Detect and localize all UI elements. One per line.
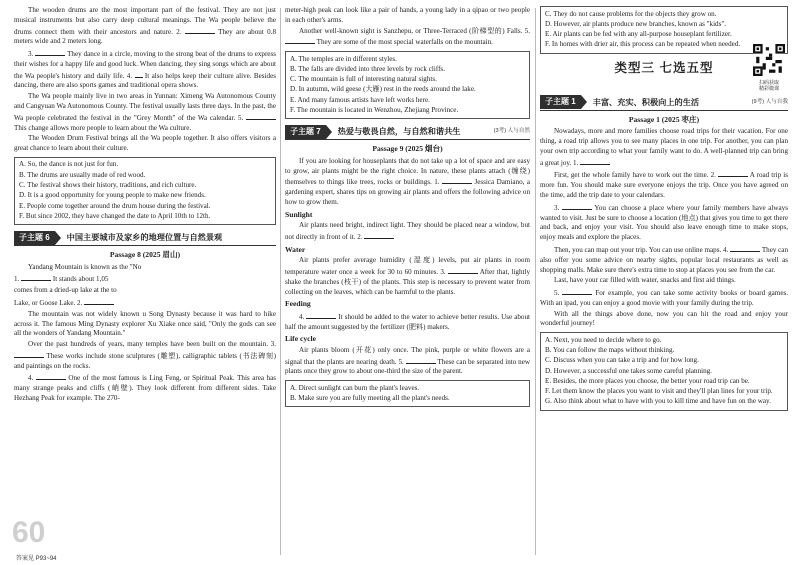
- answer-blank[interactable]: [246, 112, 276, 120]
- column-right: [540, 6, 788, 414]
- column-left: [14, 6, 276, 405]
- option-item: A. Next, you need to decide where to go.: [545, 335, 662, 344]
- column-middle: [285, 6, 530, 410]
- paragraph: The wooden drums are the most important part of the festival. They are not just musical instruments but also carry deep cultural meanings. The Wa people believe the drums connect them with their ancestors and nature. 2. They are about 0.8 meters wide and 2 meters long.: [14, 6, 276, 46]
- answer-blank[interactable]: [562, 287, 592, 295]
- subtopic-header: [14, 230, 276, 246]
- options-box: [285, 51, 530, 119]
- paragraph: Last, have your car filled with water, snacks and first aid things.: [554, 276, 736, 285]
- paragraph: Nowadays, more and more families choose road trips for their vacation. For one thing, a road trip allows you to see many places in one trip. For another, you can plan your own trip according to what your family want to do. A well-planned trip can bring a great joy. 1.: [540, 127, 788, 167]
- answer-blank[interactable]: [406, 356, 436, 364]
- answer-blank[interactable]: [562, 202, 592, 210]
- subtopic-header: [285, 124, 530, 140]
- option-item: G. Also think about what to have with you to kill time and have fun on the way.: [545, 397, 771, 406]
- paragraph: Yandang Mountain is known as the "No: [28, 262, 142, 271]
- option-item: A. So, the dance is not just for fun.: [19, 160, 119, 169]
- option-item: E. Air plants can be fed with any all-purpose houseplant fertilizer.: [545, 30, 732, 39]
- option-item: B. Make sure you are fully meeting all the plant's needs.: [290, 393, 450, 402]
- subtopic-header: [540, 95, 788, 111]
- section-heading: Life cycle: [285, 334, 316, 344]
- subtopic-title: 中国主要城市及家乡的地理位置与自然景观: [66, 232, 223, 242]
- paragraph: With all the things above done, now you can hit the road and enjoy your wonderful journey!: [540, 309, 788, 328]
- option-item: F. But since 2002, they have changed the date to April 10th to 12th.: [19, 211, 211, 220]
- option-item: B. You can follow the maps without thinking.: [545, 345, 675, 354]
- subtopic-title: 热爱与敬畏自然，与自然和谐共生: [337, 127, 461, 137]
- paragraph: The Wa people mainly live in two areas in Yunnan: Ximeng Wa Autonomous County and Cangyuan Wa Autonomous County. The festival usually lasts three days. In the past, the Wa people celebrated the festival in the "Grey Month" of the Wa calendar. 5. This change allows more people to learn about the Wa culture.: [14, 92, 276, 132]
- paragraph: The Wooden Drum Festival brings all the Wa people together. It also offers visitors a great chance to learn about their culture.: [14, 134, 276, 153]
- paragraph: Over the past hundreds of years, many temples have been built on the mountain. 3. These works include stone sculptures (雕塑), calligraphic tablets (书法碑刻) and paintings on the rocks.: [14, 340, 276, 370]
- section-heading: Water: [285, 244, 306, 254]
- qr-caption: 扫码获取: [758, 79, 779, 86]
- qr-code[interactable]: [752, 44, 786, 93]
- paragraph: 3. They dance in a circle, moving to the strong beat of the drums to express their wishes for a happy life and good luck. When dancing, they sing songs which are about the Wa people's history and daily life. 4. It also helps keep their culture alive. Besides dancing, there are also sports games and traditional opera shows.: [14, 50, 276, 90]
- qr-code-icon: [753, 44, 785, 76]
- paragraph: 3. You can choose a place where your family members have always wanted to visit. Just be sure to choose a location (地点) that gives you time to get there and back, and enjoy your visit. You should also leave enough time to make stops, enjoy meals and explore the places.: [540, 203, 788, 242]
- paragraph: Then, you can map out your trip. You can use online maps. 4. They can also offer you some advice on nearby sights, popular local restaurants as well as shopping malls. Make sure there's extra time to stop at places you see from the car.: [540, 245, 789, 274]
- column-divider: [535, 8, 536, 555]
- paragraph: meter-high peak can look like a pair of hands, a young lady in a qipao or two people in each other's arms.: [285, 6, 530, 24]
- answer-blank[interactable]: [35, 48, 65, 56]
- answer-blank[interactable]: [718, 169, 748, 177]
- option-item: E. And many famous artists have left works here.: [290, 95, 430, 104]
- options-box: [540, 332, 788, 410]
- answer-blank[interactable]: [84, 297, 114, 305]
- options-box: [285, 380, 530, 407]
- options-box: [540, 6, 788, 54]
- paragraph: Air plants prefer average humidity (湿度) levels, put air plants in room temperature water once a week for 30 to 60 minutes. 3. After that, lightly shake the branches (枝干) of the plants. This step is necessary to prevent water from collecting on the leaves, which can be harmful to the plants.: [285, 256, 530, 296]
- option-item: C. The mountain is full of interesting natural sights.: [290, 75, 437, 84]
- answer-blank[interactable]: [21, 273, 51, 281]
- answer-blank[interactable]: [306, 311, 336, 319]
- subtopic-title: 丰富、充实、积极向上的生活: [592, 97, 700, 107]
- paragraph: comes from a dried-up lake at the to: [14, 286, 117, 295]
- subtopic-note: (9考) 人与自我: [751, 98, 788, 105]
- answer-blank[interactable]: [448, 266, 478, 274]
- option-item: F. In homes with drier air, this process can be repeated when needed.: [545, 40, 741, 49]
- answer-blank[interactable]: [135, 70, 143, 78]
- option-item: D. However, a successful one takes some careful planning.: [545, 366, 712, 375]
- paragraph: Air plants need bright, indirect light. They should be placed near a window, but not directly in front of it. 2.: [285, 221, 530, 241]
- passage-title: Passage 8 (2025 眉山): [109, 250, 181, 260]
- answer-reference: 答案见 P93~94: [16, 555, 57, 562]
- paragraph: 4. It should be added to the water to achieve better results. Use about half the amount suggested by the fertilizer (肥料) makers.: [285, 312, 530, 331]
- option-item: A. The temples are in different styles.: [290, 54, 397, 63]
- answer-blank[interactable]: [36, 372, 66, 380]
- passage-title: Passage 1 (2025 枣庄): [628, 114, 700, 124]
- section-heading: Sunlight: [285, 209, 313, 219]
- option-item: F. Let them know the places you want to visit and they'll plan lines for your trip.: [545, 387, 773, 396]
- subtopic-note: (3考) 人与自然: [493, 127, 530, 134]
- paragraph: 5. For example, you can take some activity books or board games. With an ipad, you can enjoy a good movie with your family during the trip.: [540, 289, 788, 307]
- paragraph: Air plants bloom (开花) only once. The pink, purple or white flowers are a signal that the plants are nearing death. 5. These can be separated into new plants once they grow to about one-third the size of the parent.: [285, 345, 530, 376]
- option-item: C. They do not cause problems for the objects they grow on.: [545, 9, 717, 18]
- paragraph: The mountain was not widely known u Song Dynasty because it was hard to hike across it. The famous Ming Dynasty explorer Xu Xiake once said, "Only the gods can see all the wonders of Yandang Mountain.": [14, 309, 276, 338]
- section-heading: Feeding: [285, 299, 311, 309]
- answer-blank[interactable]: [14, 350, 44, 358]
- paragraph: Another well-known sight is Sanzhepu, or Three-Terraced (阶梯型的) Falls. 5. They are some of the most special waterfalls on the mountain.: [285, 27, 530, 49]
- option-item: D. In autumn, wild geese (大雁) rest in the reeds around the lake.: [290, 85, 476, 94]
- column-divider: [280, 8, 281, 555]
- answer-blank[interactable]: [442, 176, 472, 184]
- paragraph: If you are looking for houseplants that do not take up a lot of space and are easy to grow, air plants might be the right choice. In nature, these plants attach (缠绕) themselves to things like trees, rocks or buildings. 1. Jessica Damiano, a gardening expert, shares tips on growing air plants and offers the following advice on how to grow them.: [285, 156, 530, 206]
- option-item: D. However, air plants produce new branches, known as "kids".: [545, 19, 727, 28]
- paragraph: First, get the whole family have to work out the time. 2. A road trip is more fun. You should make sure everyone enjoys the trip. Once you have agreed on the time, add the trip date to your calendars.: [540, 171, 788, 200]
- paragraph: Lake, or Goose Lake. 2.: [14, 297, 276, 309]
- passage-title: Passage 9 (2025 烟台): [372, 144, 443, 154]
- paragraph: 1. It stands about 1,05: [14, 275, 109, 284]
- subtopic-tag: 子主题 6: [14, 231, 55, 245]
- options-box: [14, 157, 276, 225]
- paragraph: 4. One of the most famous is Ling Feng, or Spiritual Peak. This area has many strange peaks and cliffs (峭壁). They look different from different sides. Take Hezhang Peak for example. The 270-: [14, 374, 276, 402]
- option-item: E. Besides, the more places you choose, the better your road trip can be.: [545, 376, 750, 385]
- option-item: A. Direct sunlight can burn the plant's leaves.: [290, 383, 420, 392]
- option-item: B. The falls are divided into three levels by rock cliffs.: [290, 64, 445, 73]
- option-item: C. Discuss when you can take a trip and for how long.: [545, 356, 699, 365]
- answer-blank[interactable]: [730, 244, 760, 252]
- qr-caption: 精彩微课: [758, 86, 779, 93]
- answer-blank[interactable]: [285, 36, 315, 44]
- section-title: 类型三 七选五型: [614, 60, 714, 75]
- answer-blank[interactable]: [364, 231, 394, 239]
- option-item: F. The mountain is located in Wenzhou, Zhejiang Province.: [290, 106, 459, 115]
- subtopic-tag: 子主题 1: [540, 95, 581, 109]
- option-item: B. The drums are usually made of red wood.: [19, 170, 146, 179]
- answer-blank[interactable]: [185, 26, 215, 34]
- subtopic-tag: 子主题 7: [285, 125, 326, 139]
- option-item: C. The festival shows their history, traditions, and rich culture.: [19, 181, 197, 189]
- answer-blank[interactable]: [580, 157, 610, 165]
- option-item: E. People come together around the drum house during the festival.: [19, 201, 211, 210]
- option-item: D. It is a good opportunity for young people to make new friends.: [19, 191, 206, 200]
- page-number: 60: [12, 515, 46, 549]
